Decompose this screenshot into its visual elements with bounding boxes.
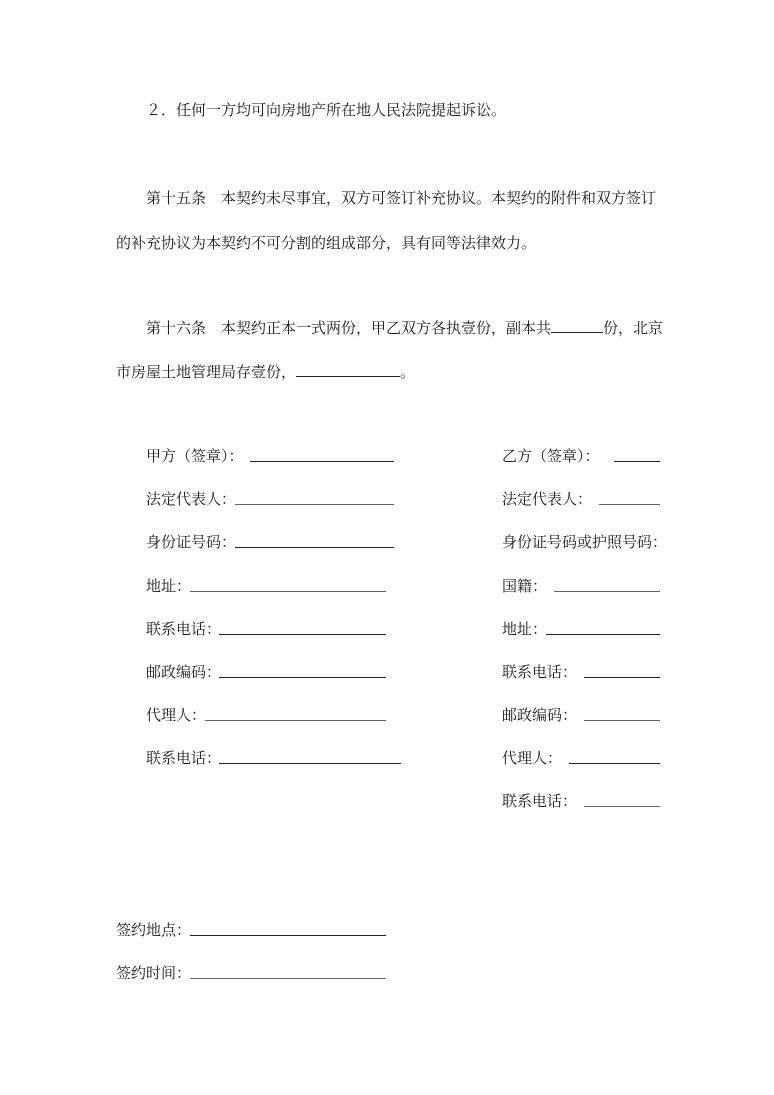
party-b-address-label: 地址： <box>502 620 548 638</box>
party-b-id-label: 身份证号码或护照号码： <box>502 533 668 551</box>
party-a-seal-label: 甲方（签章）： <box>146 447 244 465</box>
party-a-phone-label: 联系电话： <box>146 620 222 638</box>
party-b-postcode-label: 邮政编码： <box>502 706 578 724</box>
party-a-address-label: 地址： <box>146 577 192 595</box>
party-a-postcode-label: 邮政编码： <box>146 663 222 681</box>
party-b-nationality-label: 国籍： <box>502 577 548 595</box>
party-b-phone-line[interactable] <box>584 677 660 678</box>
party-a-address-line[interactable] <box>190 591 386 592</box>
article-15-line-1: 第十五条 本契约未尽事宜，双方可签订补充协议。本契约的附件和双方签订 <box>146 189 657 207</box>
article-16-text-b: 份，北京 <box>603 319 664 337</box>
clause-2: ２．任何一方均可向房地产所在地人民法院提起诉讼。 <box>146 101 507 119</box>
signing-time-line[interactable] <box>190 978 386 979</box>
article-15-line-2: 的补充协议为本契约不可分割的组成部分，具有同等法律效力。 <box>116 234 537 252</box>
party-b-nationality-line[interactable] <box>554 591 660 592</box>
article-16-line-1 <box>146 318 663 338</box>
article-16-text-c: 市房屋土地管理局存壹份， <box>116 363 297 381</box>
article-16-line-2 <box>116 362 415 382</box>
party-b-agent-phone-label: 联系电话： <box>502 792 578 810</box>
party-b-postcode-line[interactable] <box>584 720 660 721</box>
party-a-agent-phone-label: 联系电话： <box>146 749 222 767</box>
party-b-agent-phone-line[interactable] <box>584 806 660 807</box>
party-b-phone-label: 联系电话： <box>502 663 578 681</box>
party-b-address-line[interactable] <box>546 634 660 635</box>
party-a-rep-label: 法定代表人： <box>146 490 237 508</box>
party-b-agent-line[interactable] <box>569 763 660 764</box>
other-copy-blank[interactable] <box>296 362 400 377</box>
party-a-id-line[interactable] <box>235 547 394 548</box>
party-b-rep-line[interactable] <box>599 504 660 505</box>
party-b-agent-label: 代理人： <box>502 749 563 767</box>
party-a-agent-label: 代理人： <box>146 706 207 724</box>
article-16-text-a: 第十六条 本契约正本一式两份，甲乙双方各执壹份，副本共 <box>146 319 552 337</box>
party-a-id-label: 身份证号码： <box>146 533 237 551</box>
signing-place-label: 签约地点： <box>116 921 192 939</box>
party-a-phone-line[interactable] <box>219 634 386 635</box>
party-a-rep-line[interactable] <box>235 504 394 505</box>
copies-blank[interactable] <box>551 318 603 333</box>
article-16-text-d: 。 <box>400 363 416 381</box>
party-a-agent-line[interactable] <box>205 720 386 721</box>
signing-time-label: 签约时间： <box>116 964 192 982</box>
party-a-agent-phone-line[interactable] <box>219 763 401 764</box>
party-a-postcode-line[interactable] <box>219 677 386 678</box>
party-a-seal-line[interactable] <box>250 461 394 462</box>
party-b-rep-label: 法定代表人： <box>502 490 593 508</box>
party-b-seal-label: 乙方（签章）： <box>502 447 600 465</box>
party-b-seal-line[interactable] <box>614 461 660 462</box>
signing-place-line[interactable] <box>190 935 386 936</box>
